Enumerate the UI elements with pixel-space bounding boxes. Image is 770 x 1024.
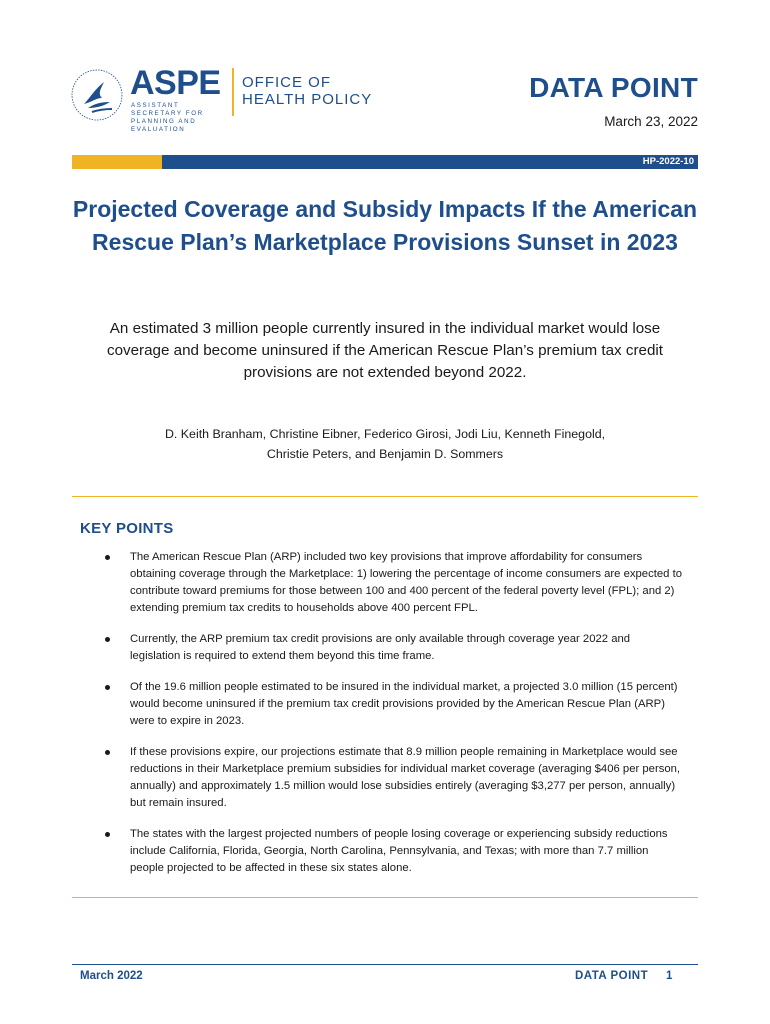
office-name	[242, 74, 372, 108]
bullet-icon	[105, 555, 110, 560]
publication-date: March 23, 2022	[604, 114, 698, 129]
list-item	[72, 826, 682, 877]
summary-text: An estimated 3 million people currently insured in the individual market would lose coverage and become uninsured if the American Rescue Plan’s premium tax credit provisions are not extended beyond 2022.	[106, 320, 664, 381]
bullet-icon	[105, 832, 110, 837]
hhs-seal-icon	[70, 68, 124, 122]
logo-wordmark: ASPE	[130, 64, 221, 102]
list-item-text: Of the 19.6 million people estimated to be insured in the individual market, a projected 3.0 million (15 percent) would become uninsured if the premium tax credit provisions provided by the American Rescue Plan (ARP) were to expire in 2023.	[130, 681, 678, 727]
list-item-text: The states with the largest projected numbers of people losing coverage or experiencing subsidy reductions include California, Florida, Georgia, North Carolina, Pennsylvania, and Texas; with more than 7.7 million people projected to be affected in these six states alone.	[130, 828, 668, 874]
doc-type-heading: DATA POINT	[529, 72, 698, 103]
accent-bar	[72, 155, 162, 169]
report-id: HP-2022-10	[642, 156, 694, 167]
banner-bar	[162, 155, 698, 169]
authors	[80, 424, 690, 464]
footer-doc-type: DATA POINT	[575, 970, 649, 982]
logo-subtitle: ASSISTANT SECRETARY FOR PLANNING AND EVALUATION	[131, 102, 204, 133]
key-points-heading: KEY POINTS	[80, 520, 174, 537]
list-item	[72, 549, 682, 617]
authors-line-1: D. Keith Branham, Christine Eibner, Federico Girosi, Jodi Liu, Kenneth Finegold,	[164, 427, 606, 441]
footer-date: March 2022	[80, 970, 143, 982]
section-divider-top	[72, 496, 698, 497]
office-line-2: HEALTH POLICY	[242, 91, 373, 108]
logo-divider	[232, 68, 234, 116]
list-item-text: Currently, the ARP premium tax credit provisions are only available through coverage year 2022 and legislation is required to extend them beyond this time frame.	[130, 633, 631, 662]
page-number: 1	[666, 970, 673, 982]
list-item-text: If these provisions expire, our projections estimate that 8.9 million people remaining in Marketplace would see reductions in their Marketplace premium subsidies for individual market coverage (averaging $406 per person, annually) and approximately 1.5 million would lose subsidies entirely (averaging $3,277 per person, annually) but remain insured.	[130, 746, 681, 809]
section-divider-bottom	[72, 897, 698, 898]
authors-line-2: Christie Peters, and Benjamin D. Sommers	[266, 447, 504, 461]
list-item	[72, 679, 682, 730]
bullet-icon	[105, 685, 110, 690]
key-points-list	[72, 549, 682, 891]
office-line-1: OFFICE OF	[242, 74, 331, 91]
footer-rule	[72, 964, 698, 965]
list-item-text: The American Rescue Plan (ARP) included two key provisions that improve affordability for consumers obtaining coverage through the Marketplace: 1) lowering the percentage of income consumers are expected to contribute toward premiums for those between 100 and 400 percent of the federal poverty level (FPL); and 2) extending premium tax credits to households above 400 percent FPL.	[130, 551, 682, 614]
bullet-icon	[105, 750, 110, 755]
list-item	[72, 631, 682, 665]
page-title: Projected Coverage and Subsidy Impacts If the American Rescue Plan’s Marketplace Provisions Sunset in 2023	[72, 196, 698, 255]
bullet-icon	[105, 637, 110, 642]
list-item	[72, 744, 682, 812]
